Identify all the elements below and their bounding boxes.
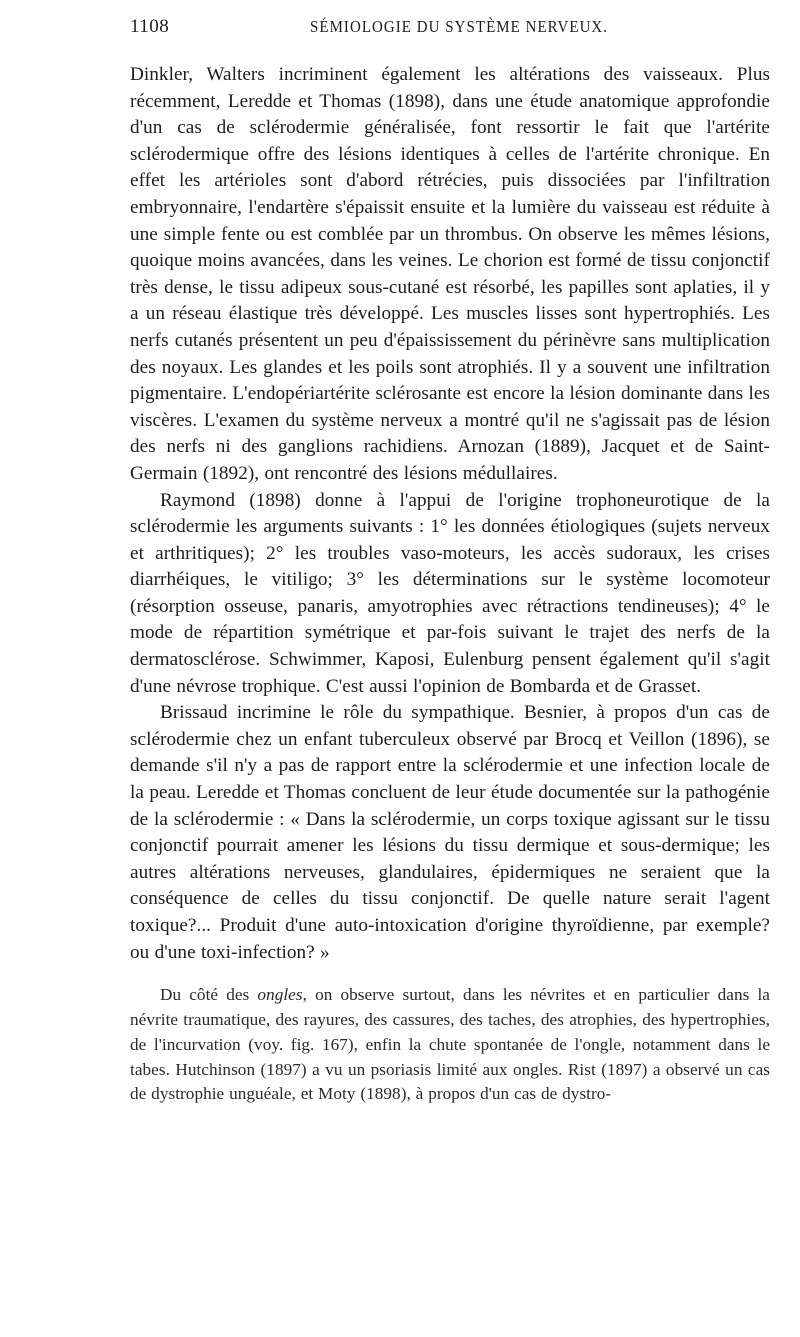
paragraph-raymond-arguments: Raymond (1898) donne à l'appui de l'origine trophoneurotique de la sclérodermie les arguments suivants : 1° les données étiologiques (sujets nerveux et arthritiques); 2° les troubles vaso-moteurs, les accès sudoraux, les crises diarrhéiques, le vitiligo; 3° les déterminations sur le système locomoteur (résorption osseuse, panaris, amyotrophies avec rétractions tendineuses); 4° le mode de répartition symétrique et par-fois suivant le trajet des nerfs de la dermatosclérose. Schwimmer, Kaposi, Eulenburg pensent également qu'il s'agit d'une névrose trophique. C'est aussi l'opinion de Bombarda et de Grasset.	[130, 489, 770, 697]
paragraph-nail-changes-lead: Du côté des	[160, 985, 258, 1005]
paragraph-vascular-lesions: Dinkler, Walters incriminent également les altérations des vaisseaux. Plus récemment, Leredde et Thomas (1898), dans une étude anatomique approfondie d'un cas de sclérodermie généralisée, font ressortir le fait que l'artérite sclérodermique offre des lésions identiques à celles de l'artérite chronique. En effet les artérioles sont d'abord rétrécies, puis dissociées par l'infiltration embryonnaire, l'endartère s'épaissit ensuite et la lumière du vaisseau est réduite à une simple fente ou est comblée par un thrombus. On observe les mêmes lésions, quoique moins avancées, dans les veines. Le chorion est formé de tissu conjonctif très dense, le tissu adipeux sous-cutané est résorbé, les papilles sont aplaties, il y a un réseau élastique très développé. Les muscles lisses sont hypertrophiés. Les nerfs cutanés présentent un peu d'épaississement du périnèvre sans multiplication des noyaux. Les glandes et les poils sont atrophiés. Il y a souvent une infiltration pigmentaire. L'endopériartérite sclérosante est encore la lésion dominante dans les viscères. L'examen du système nerveux a montré qu'il ne s'agissait pas de lésion des nerfs ni des ganglions rachidiens. Arnozan (1889), Jacquet et de Saint-Germain (1892), ont rencontré des lésions médullaires.	[130, 64, 770, 484]
page-header	[130, 16, 770, 46]
paragraph-brissaud-sympathetic: Brissaud incrimine le rôle du sympathique. Besnier, à propos d'un cas de sclérodermie chez un enfant tuberculeux observé par Brocq et Veillon (1896), se demande s'il n'y a pas de rapport entre la sclérodermie et une infection locale de la peau. Leredde et Thomas concluent de leur étude documentée sur la pathogénie de la sclérodermie : « Dans la sclérodermie, un corps toxique agissant sur le tissu conjonctif pourrait amener les lésions du tissu dermique et sous-dermique; les autres altérations nerveuses, glandulaires, épidermiques ne seraient que la conséquence de celles du tissu conjonctif. De quelle nature serait l'agent toxique?... Produit d'une auto-intoxication d'origine thyroïdienne, par exemple? ou d'une toxi-infection? »	[130, 702, 770, 963]
nail-term-emphasis: ongles	[257, 985, 303, 1005]
paragraph-nail-changes	[130, 983, 770, 1107]
page-number: 1108	[130, 16, 170, 37]
paragraph-nail-changes-rest: , on observe surtout, dans les névrites et en particulier dans la névrite traumatique, des rayures, des cassures, des taches, des atrophies, des hypertrophies, de l'incurvation (voy. fig. 167), enfin la chute spontanée de l'ongle, notamment dans le tabes. Hutchinson (1897) a vu un psoriasis limité aux ongles. Rist (1897) a observé un cas de dystrophie unguéale, et Moty (1898), à propos d'un cas de dystro-	[130, 985, 770, 1104]
running-title: SÉMIOLOGIE DU SYSTÈME NERVEUX.	[310, 17, 609, 36]
body-text	[130, 62, 770, 1107]
